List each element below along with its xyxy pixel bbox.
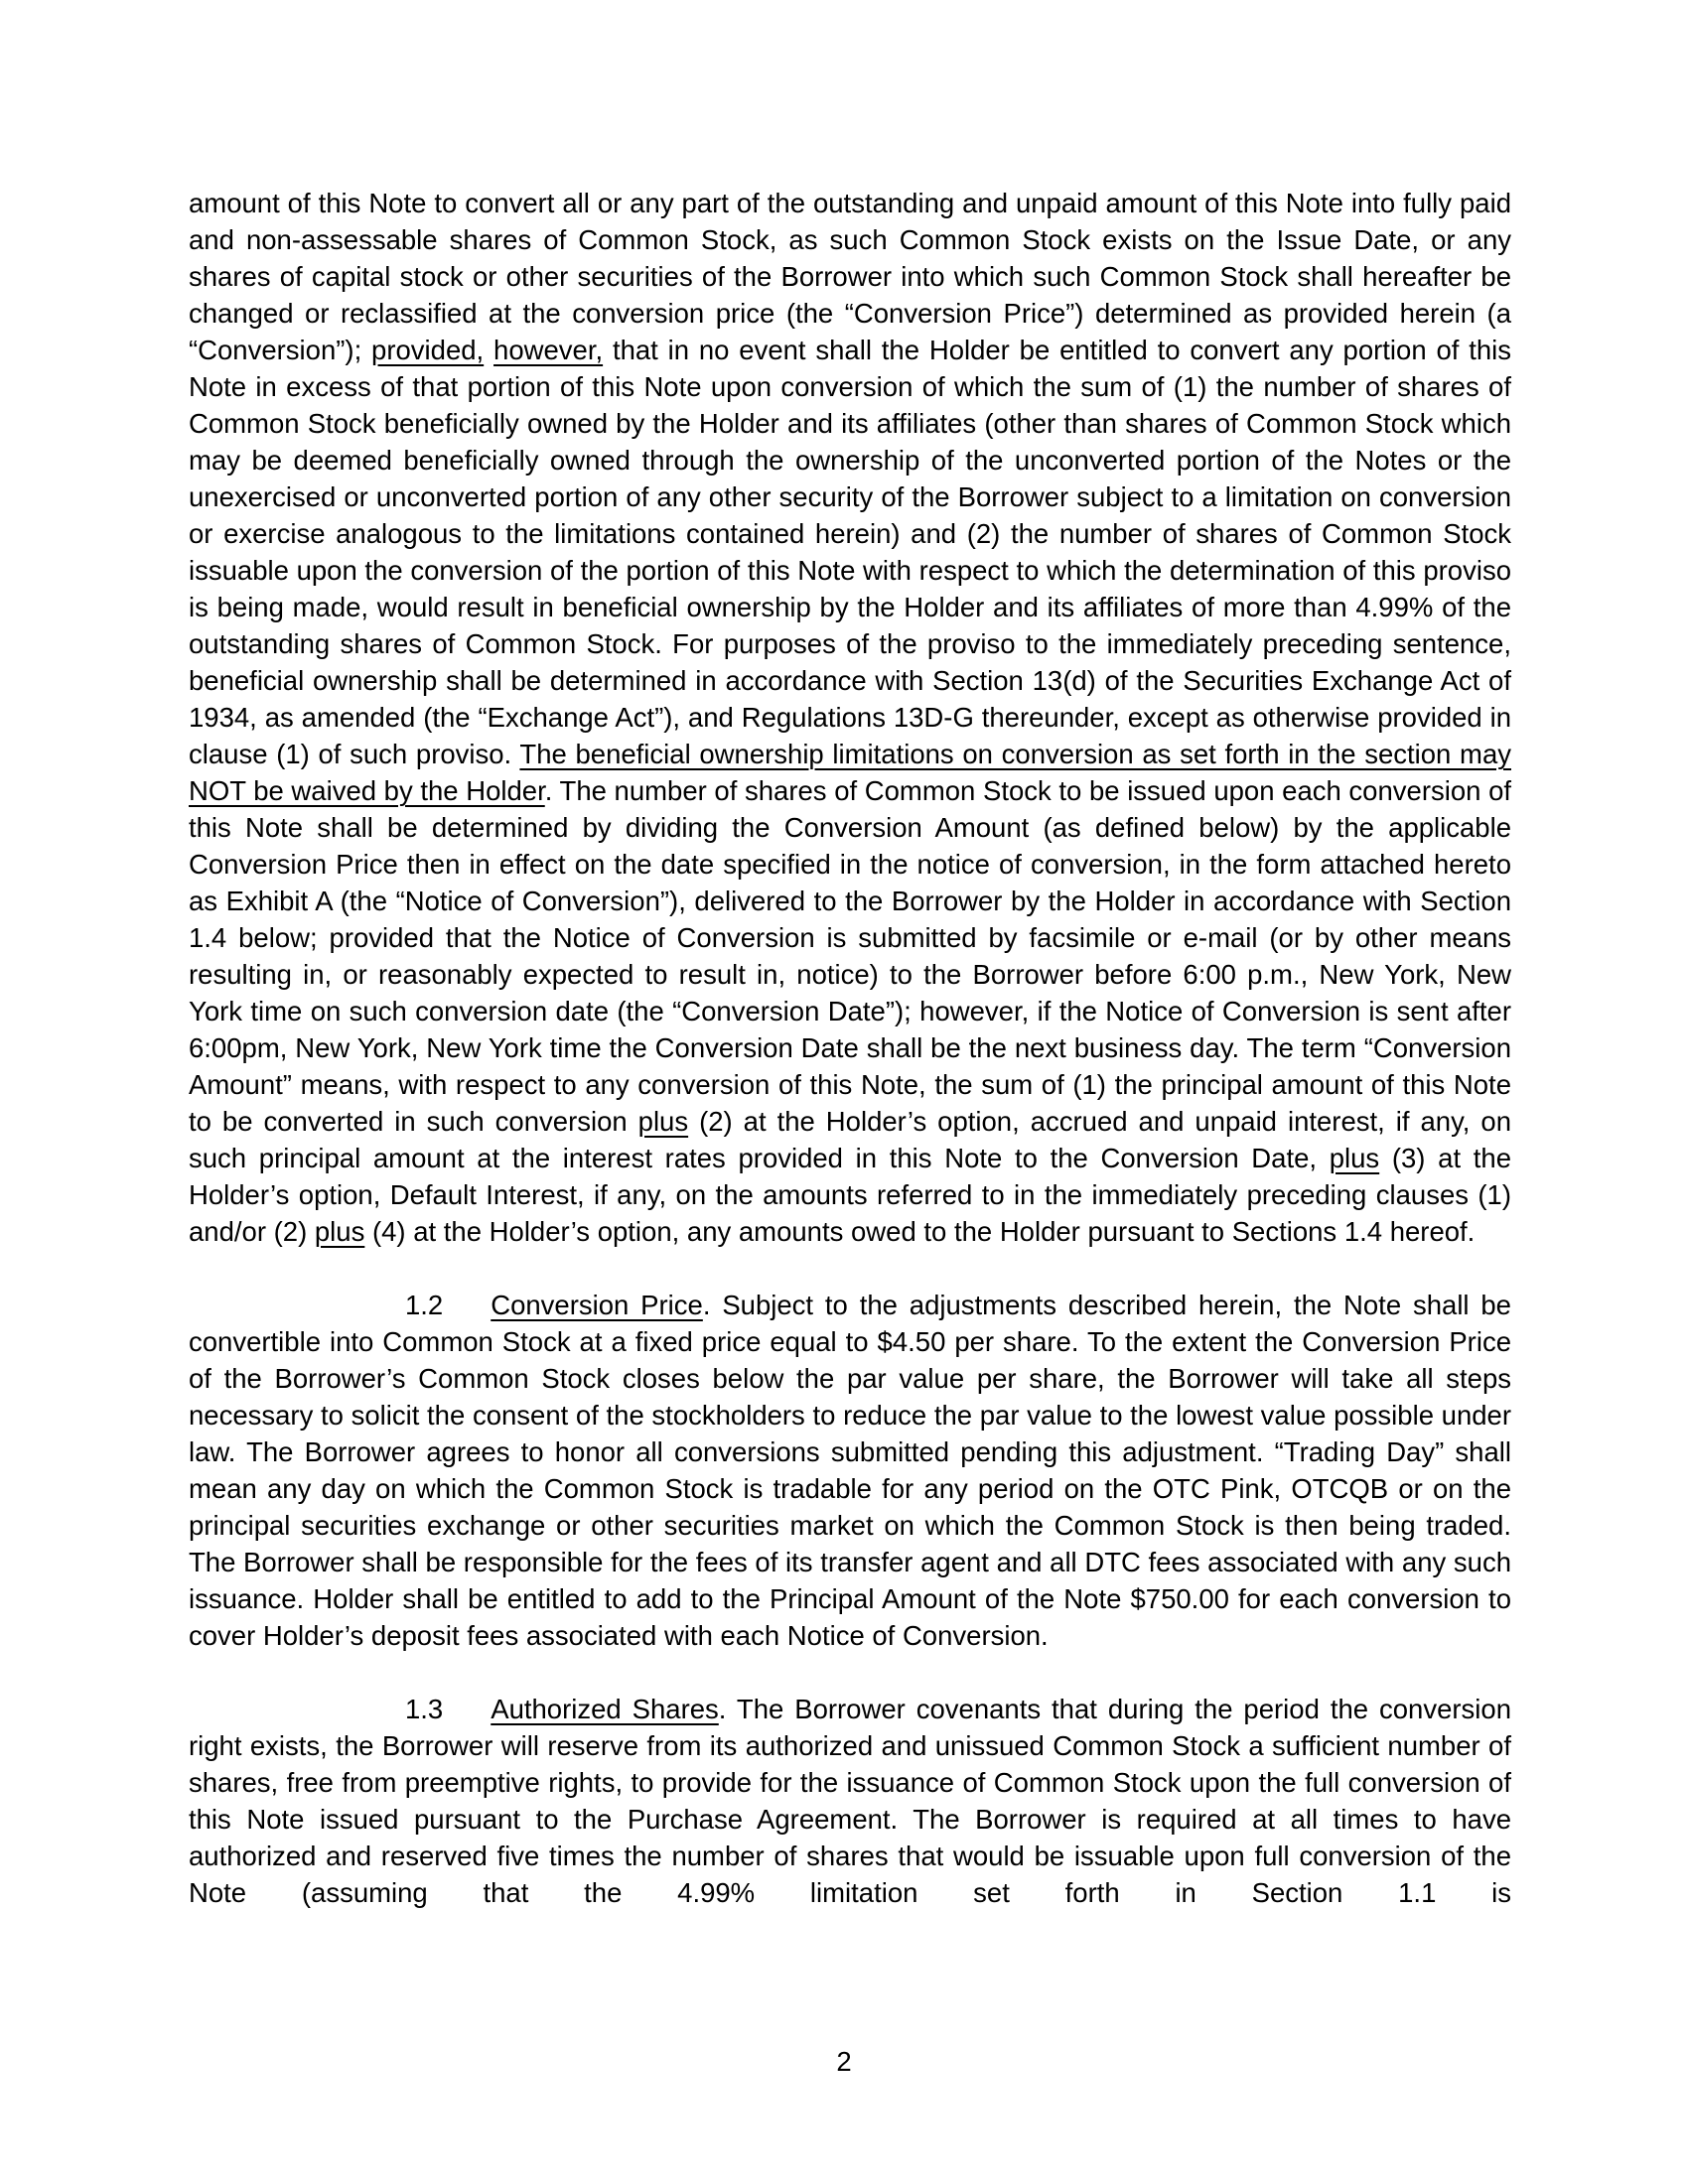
text-segment: amount of this Note to convert all or any part of the outstanding and unpaid amount of this Note into fully paid and non-assessable shares of Common Stock, as such Common Stock exists on the Issue Date, or any shares of capital stock or other securities of the Borrower into which such Common Stock shall hereafter be changed or reclassified at the conversion price (the “Conversion Price”) determined as provided herein (a “Conversion”); (189, 188, 1511, 365)
text-segment: . Subject to the adjustments described herein, the Note shall be convertible into Common Stock at a fixed price equal to $4.50 per share. To the extent the Conversion Price of the Borrower’s Common Stock closes below the par value per share, the Borrower will take all steps necessary to solicit the consent of the stockholders to reduce the par value to the lowest value possible under law. The Borrower agrees to honor all conversions submitted pending this adjustment. “Trading Day” shall mean any day on which the Common Stock is tradable for any period on the OTC Pink, OTCQB or on the principal securities exchange or other securities market on which the Common Stock is then being traded. The Borrower shall be responsible for the fees of its transfer agent and all DTC fees associated with any such issuance. Holder shall be entitled to add to the Principal Amount of the Note $750.00 for each conversion to cover Holder’s deposit fees associated with each Notice of Conversion. (189, 1290, 1511, 1651)
text-segment (484, 335, 493, 365)
page-number: 2 (836, 2046, 852, 2077)
underlined-text-segment: Authorized Shares (491, 1694, 719, 1724)
document-body (189, 185, 1511, 1911)
underlined-text-segment: however, (493, 335, 604, 365)
paragraph-continuation-section-1-1 (189, 185, 1511, 1250)
underlined-text-segment: plus (314, 1216, 365, 1247)
section-number: 1.2 (405, 1290, 444, 1320)
underlined-text-segment: plus (637, 1106, 689, 1137)
underlined-text-segment: Conversion Price (491, 1290, 703, 1320)
underlined-text-segment: plus (1329, 1143, 1380, 1173)
underlined-text-segment: provided, (371, 335, 485, 365)
text-segment: that in no event shall the Holder be entitled to convert any portion of this Note in excess of that portion of this Note upon conversion of which the sum of (1) the number of shares of Common Stock beneficially owned by the Holder and its affiliates (other than shares of Common Stock which may be deemed beneficially owned through the ownership of the unconverted portion of the Notes or the unexercised or unconverted portion of any other security of the Borrower subject to a limitation on conversion or exercise analogous to the limitations contained herein) and (2) the number of shares of Common Stock issuable upon the conversion of the portion of this Note with respect to which the determination of this proviso is being made, would result in beneficial ownership by the Holder and its affiliates of more than 4.99% of the outstanding shares of Common Stock. For purposes of the proviso to the immediately preceding sentence, beneficial ownership shall be determined in accordance with Section 13(d) of the Securities Exchange Act of 1934, as amended (the “Exchange Act”), and Regulations 13D-G thereunder, except as otherwise provided in clause (1) of such proviso. (189, 335, 1512, 769)
paragraph-section-1-2 (189, 1287, 1511, 1654)
paragraph-section-1-3 (189, 1691, 1511, 1911)
section-text (189, 1694, 1511, 1908)
text-segment: . The number of shares of Common Stock to be issued upon each conversion of this Note shall be determined by dividing the Conversion Amount (as defined below) by the applicable Conversion Price then in effect on the date specified in the notice of conversion, in the form attached hereto as Exhibit A (the “Notice of Conversion”), delivered to the Borrower by the Holder in accordance with Section 1.4 below; provided that the Notice of Conversion is submitted by facsimile or e-mail (or by other means resulting in, or reasonably expected to result in, notice) to the Borrower before 6:00 p.m., New York, New York time on such conversion date (the “Conversion Date”); however, if the Notice of Conversion is sent after 6:00pm, New York, New York time the Conversion Date shall be the next business day. The term “Conversion Amount” means, with respect to any conversion of this Note, the sum of (1) the principal amount of this Note to be converted in such conversion (189, 775, 1511, 1137)
section-text (189, 1290, 1511, 1651)
text-segment: (4) at the Holder’s option, any amounts owed to the Holder pursuant to Sections 1.4 hereof. (364, 1216, 1476, 1247)
section-number: 1.3 (405, 1694, 444, 1724)
text-segment: . The Borrower covenants that during the period the conversion right exists, the Borrower will reserve from its authorized and unissued Common Stock a sufficient number of shares, free from preemptive rights, to provide for the issuance of Common Stock upon the full conversion of this Note issued pursuant to the Purchase Agreement. The Borrower is required at all times to have authorized and reserved five times the number of shares that would be issuable upon full conversion of the Note (assuming that the 4.99% limitation set forth in Section 1.1 is (189, 1694, 1511, 1908)
text-segment: (2) at the Holder’s option, accrued and unpaid interest, if any, on such principal amount at the interest rates provided in this Note to the Conversion Date, (189, 1106, 1511, 1173)
text-segment: (3) at the Holder’s option, Default Interest, if any, on the amounts referred to in the immediately preceding clauses (1) and/or (2) (189, 1143, 1511, 1247)
underlined-text-segment: The beneficial ownership limitations on conversion as set forth in the section may NOT be waived by the Holder (189, 739, 1511, 806)
